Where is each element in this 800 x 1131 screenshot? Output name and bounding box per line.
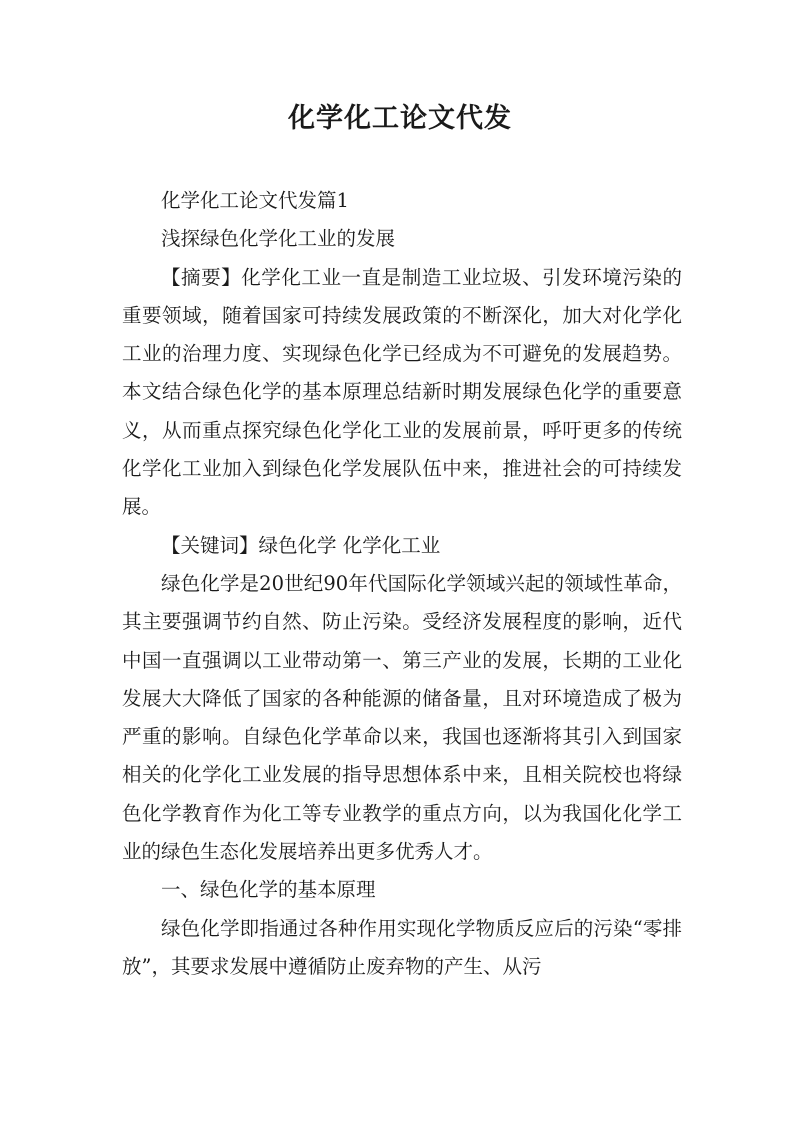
body-paragraph: 绿色化学是20世纪90年代国际化学领域兴起的领域性革命，其主要强调节约自然、防止污染。受经济发展程度的影响，近代中国一直强调以工业带动第一、第三产业的发展，长期的工业化发展大大降低了国家的各种能源的储备量，且对环境造成了极为严重的影响。自绿色化学革命以来，我国也逐渐将其引入到国家相关的化学化工业发展的指导思想体系中来，且相关院校也将绿色化学教育作为化工等专业教学的重点方向，以为我国化化学工业的绿色生态化发展培养出更多优秀人才。 bbox=[122, 571, 682, 864]
keywords-paragraph: 【关键词】绿色化学 化学化工业 bbox=[161, 533, 441, 557]
body-paragraph: 绿色化学即指通过各种作用实现化学物质反应后的污染“零排放”，其要求发展中遵循防止废弃物的产生、从污 bbox=[122, 916, 682, 978]
abstract-paragraph: 【摘要】化学化工业一直是制造工业垃圾、引发环境污染的重要领域，随着国家可持续发展政策的不断深化，加大对化学化工业的治理力度、实现绿色化学已经成为不可避免的发展趋势。本文结合绿色化学的基本原理总结新时期发展绿色化学的重要意义，从而重点探究绿色化学化工业的发展前景，呼吁更多的传统化学化工业加入到绿色化学发展队伍中来，推进社会的可持续发展。 bbox=[122, 265, 682, 519]
document-body bbox=[122, 182, 682, 986]
section-heading: 化学化工论文代发篇1 bbox=[161, 189, 349, 212]
article-title: 浅探绿色化学化工业的发展 bbox=[161, 227, 396, 251]
document-title: 化学化工论文代发 bbox=[288, 103, 512, 134]
subsection-heading: 一、绿色化学的基本原理 bbox=[161, 878, 376, 902]
